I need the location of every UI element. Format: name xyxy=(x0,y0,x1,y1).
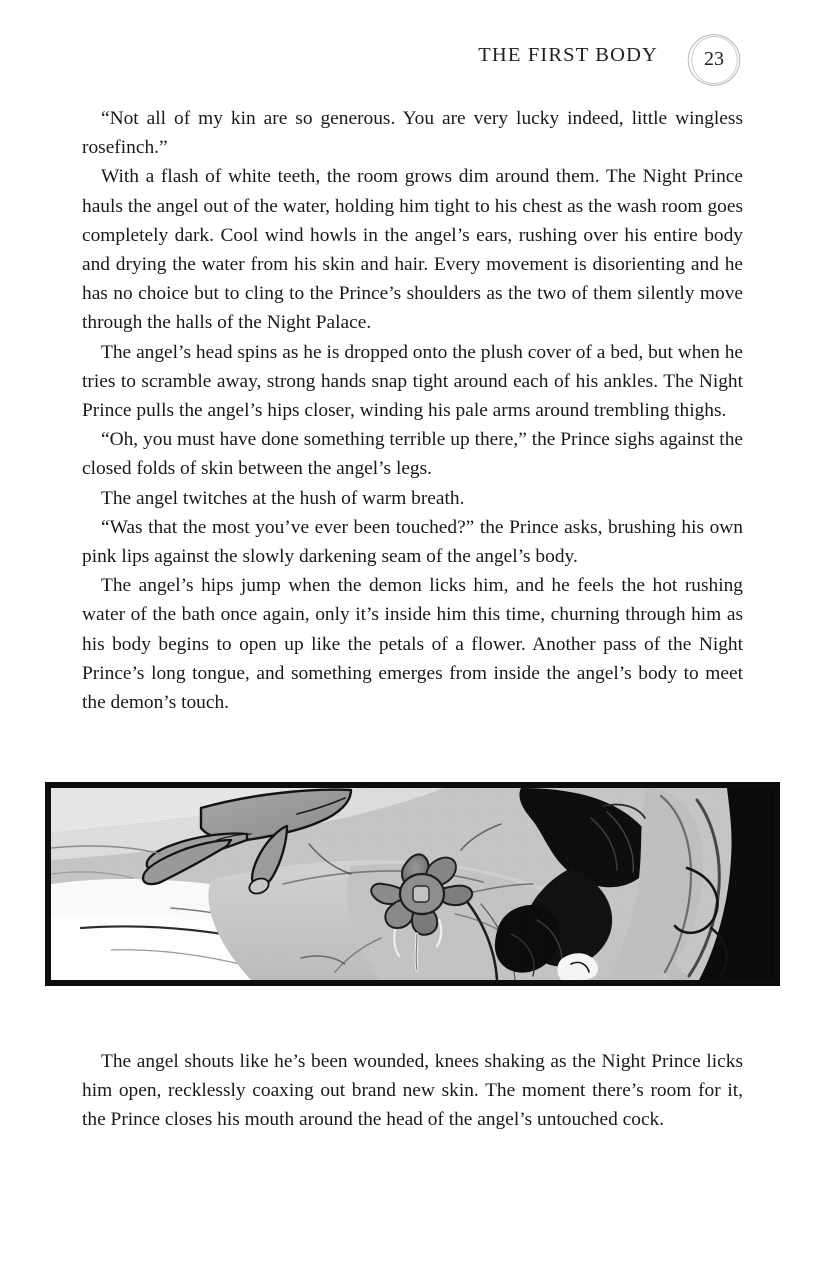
paragraph: “Not all of my kin are so generous. You are very lucky indeed, little wingless rosefinch.” xyxy=(82,108,743,159)
paragraph: The angel twitches at the hush of warm breath. xyxy=(101,487,465,509)
body-text-upper xyxy=(82,104,743,717)
illustration-panel xyxy=(45,782,780,986)
page-title: THE FIRST BODY xyxy=(478,44,658,66)
illustration-artwork xyxy=(51,788,774,980)
paragraph: The angel’s hips jump when the demon licks him, and he feels the hot rushing water of the bath once again, only it’s inside him this time, churning through him as his body begins to open up like the petals of a flower. Another pass of the Night Prince’s long tongue, and something emerges from inside the angel’s body to meet the demon’s touch. xyxy=(82,575,743,714)
paragraph: With a flash of white teeth, the room grows dim around them. The Night Prince hauls the angel out of the water, holding him tight to his chest as the wash room goes completely dark. Cool wind howls in the angel’s ears, rushing over his entire body and drying the water from his skin and hair. Every movement is disorienting and he has no choice but to cling to the Prince’s shoulders as the two of them silently move through the halls of the Night Palace. xyxy=(82,166,743,334)
paragraph: “Oh, you must have done something terrible up there,” the Prince sighs against the closed folds of skin between the angel’s legs. xyxy=(82,429,743,480)
paragraph: “Was that the most you’ve ever been touched?” the Prince asks, brushing his own pink lips against the slowly darkening seam of the angel’s body. xyxy=(82,516,743,568)
page-number-badge xyxy=(686,32,742,88)
body-text-lower xyxy=(82,1047,743,1135)
page-number: 23 xyxy=(704,48,724,70)
paragraph: The angel shouts like he’s been wounded, knees shaking as the Night Prince licks him open, recklessly coaxing out brand new skin. The moment there’s room for it, the Prince closes his mouth around the head of the angel’s untouched cock. xyxy=(82,1051,743,1131)
paragraph: The angel’s head spins as he is dropped onto the plush cover of a bed, but when he tries to scramble away, strong hands snap tight around each of his ankles. The Night Prince pulls the angel’s hips closer, winding his pale arms around trembling thighs. xyxy=(82,341,743,422)
running-header xyxy=(82,38,742,86)
